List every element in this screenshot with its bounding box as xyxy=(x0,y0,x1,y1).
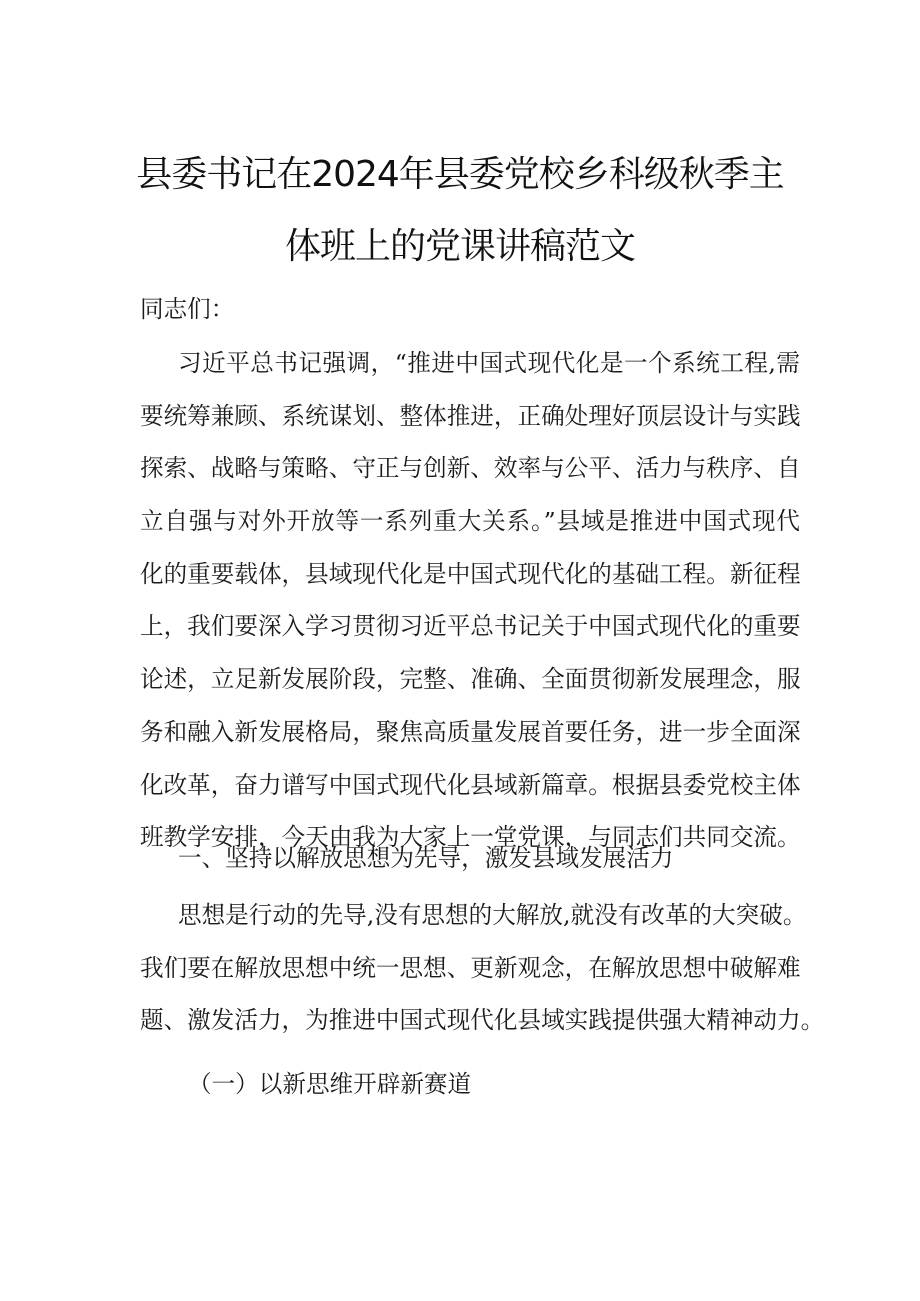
paragraph-line: 探索、战略与策略、守正与创新、效率与公平、活力与秩序、自 xyxy=(140,454,801,483)
paragraph-line: 化改革，奋力谱写中国式现代化县域新篇章。根据县委党校主体 xyxy=(140,770,801,799)
paragraph-line: 思想是行动的先导,没有思想的大解放,就没有改革的大突破。 xyxy=(178,901,807,929)
paragraph-line: 要统筹兼顾、系统谋划、整体推进，正确处理好顶层设计与实践 xyxy=(140,401,801,430)
paragraph-line: 我们要在解放思想中统一思想、更新观念，在解放思想中破解难 xyxy=(140,953,801,982)
subsection-heading-1: （一）以新思维开辟新赛道 xyxy=(188,1070,472,1098)
document-title-line-2: 体班上的党课讲稿范文 xyxy=(284,226,635,267)
paragraph-line: 化的重要载体，县域现代化是中国式现代化的基础工程。新征程 xyxy=(140,559,801,588)
paragraph-intro xyxy=(140,344,800,871)
paragraph-section-1 xyxy=(140,896,825,1054)
document-title-line-1: 县委书记在2024年县委党校乡科级秋季主 xyxy=(136,154,784,195)
paragraph-line: 习近平总书记强调，“推进中国式现代化是一个系统工程,需 xyxy=(178,349,800,377)
paragraph-line: 题、激发活力，为推进中国式现代化县域实践提供强大精神动力。 xyxy=(140,1006,825,1035)
paragraph-line: 上，我们要深入学习贯彻习近平总书记关于中国式现代化的重要 xyxy=(140,612,801,641)
salutation: 同志们： xyxy=(140,295,235,323)
paragraph-line: 班教学安排，今天由我为大家上一堂党课，与同志们共同交流。 xyxy=(140,823,801,852)
section-heading-1: 一、坚持以解放思想为先导，激发县域发展活力 xyxy=(178,844,674,872)
paragraph-line: 立自强与对外开放等一系列重大关系。”县域是推进中国式现代 xyxy=(140,507,800,536)
paragraph-line: 务和融入新发展格局，聚焦高质量发展首要任务，进一步全面深 xyxy=(140,717,801,746)
paragraph-line: 论述，立足新发展阶段，完整、准确、全面贯彻新发展理念，服 xyxy=(140,665,801,694)
